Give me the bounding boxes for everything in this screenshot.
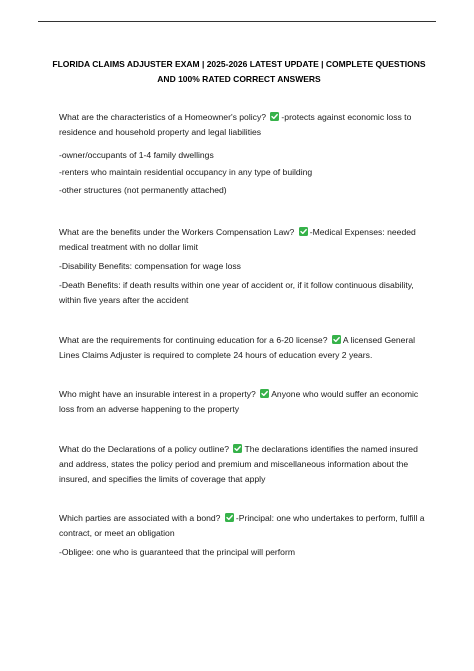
answer-text: The declarations identifies the named insured and address, states the policy period and premium and miscellaneous information about the insured, and specifies the limits of coverage that apply bbox=[59, 444, 418, 484]
answer-detail: -renters who maintain residential occupancy in any type of building bbox=[59, 167, 313, 177]
answer-detail: -Death Benefits: if death results within one year of accident or, if it follow continuous disability, within five years after the accident bbox=[59, 280, 414, 305]
question-text: Who might have an insurable interest in a property? bbox=[59, 389, 256, 399]
answer-text: Anyone who would suffer an economic loss from an adverse happening to the property bbox=[59, 389, 419, 414]
check-mark-icon bbox=[233, 444, 242, 453]
question-text: What are the benefits under the Workers Compensation Law? bbox=[59, 227, 295, 237]
answer-text: -protects against economic loss to residence and household property and legal liabilities bbox=[59, 112, 412, 137]
question-text: What are the requirements for continuing education for a 6-20 license? bbox=[59, 335, 328, 345]
qa-item-insurable-interest bbox=[59, 387, 429, 417]
answer-text: -Medical Expenses: needed medical treatment with no dollar limit bbox=[59, 227, 416, 252]
question-text: Which parties are associated with a bond? bbox=[59, 513, 221, 523]
check-mark-icon bbox=[260, 389, 269, 398]
check-mark-icon bbox=[332, 335, 341, 344]
answer-detail: -other structures (not permanently attached) bbox=[59, 185, 227, 195]
answer-text: A licensed General Lines Claims Adjuster is required to complete 24 hours of education every 2 years. bbox=[59, 335, 416, 360]
check-mark-icon bbox=[225, 513, 234, 522]
qa-item-bond-parties bbox=[59, 511, 429, 541]
qa-item-workers-comp bbox=[59, 225, 429, 255]
qa-item-continuing-education bbox=[59, 333, 429, 363]
answer-detail: -Obligee: one who is guaranteed that the principal will perform bbox=[59, 547, 295, 557]
qa-item-homeowners bbox=[59, 110, 429, 140]
question-text: What do the Declarations of a policy outline? bbox=[59, 444, 230, 454]
check-mark-icon bbox=[299, 227, 308, 236]
answer-text: -Principal: one who undertakes to perform, fulfill a contract, or meet an obligation bbox=[59, 513, 425, 538]
check-mark-icon bbox=[270, 112, 279, 121]
answer-detail: -owner/occupants of 1-4 family dwellings bbox=[59, 150, 214, 160]
qa-item-declarations bbox=[59, 442, 429, 487]
document-title: FLORIDA CLAIMS ADJUSTER EXAM | 2025-2026 LATEST UPDATE | COMPLETE QUESTIONS AND 100% RATED CORRECT ANSWERS bbox=[52, 59, 426, 84]
top-rule bbox=[38, 21, 436, 22]
answer-detail: -Disability Benefits: compensation for wage loss bbox=[59, 261, 241, 271]
question-text: What are the characteristics of a Homeowner's policy? bbox=[59, 112, 267, 122]
